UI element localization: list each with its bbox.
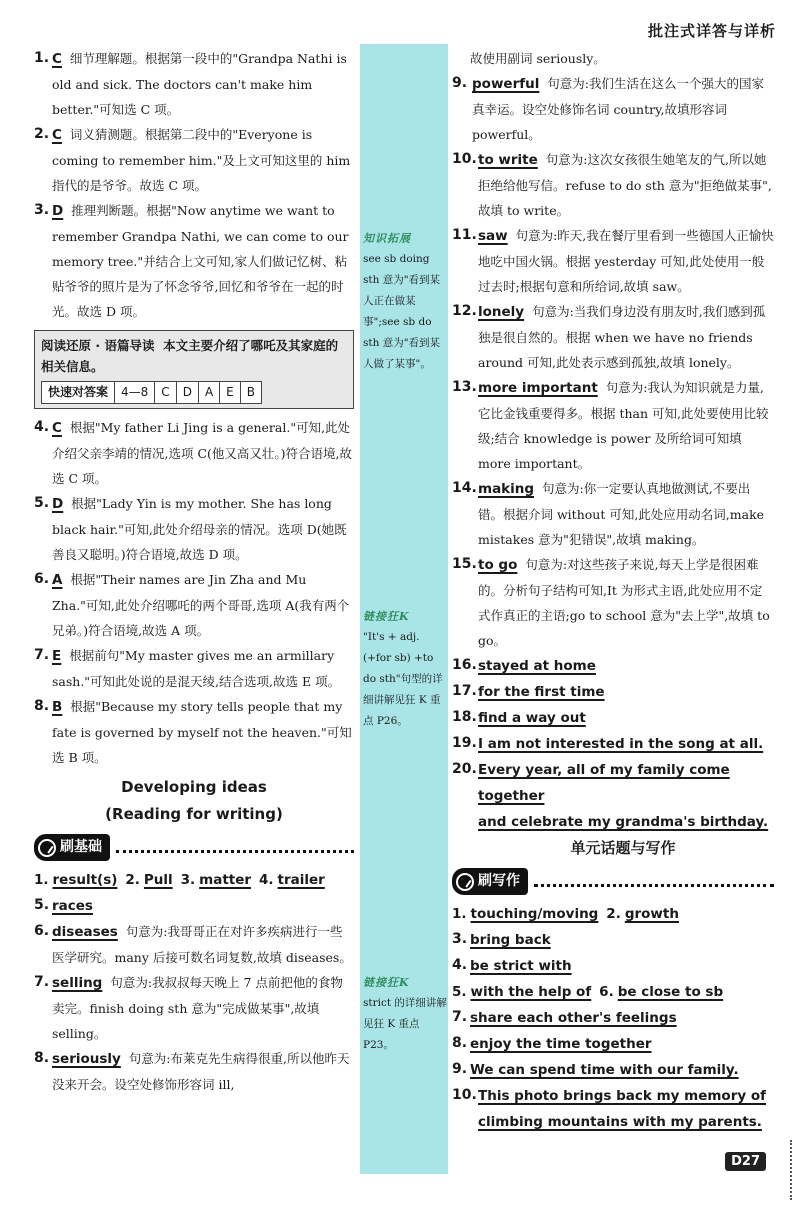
page-header: 批注式详答与详析 <box>647 22 776 40</box>
item-number: 2. <box>125 872 140 888</box>
answer: be close to sb <box>617 984 724 1000</box>
table-answer: D <box>176 382 198 404</box>
practice-tag <box>34 834 354 861</box>
item-number: 6. <box>599 984 614 1000</box>
answer-row <box>452 901 774 927</box>
box-description: 本文主要介绍了哪吒及其家庭的相关信息。 <box>41 338 339 374</box>
answer-item <box>452 953 774 979</box>
item-number: 5. <box>34 897 50 913</box>
item-number: 3. <box>452 931 468 947</box>
item-number: 7. <box>34 974 50 990</box>
explanation: 词义猜测题。根据第二段中的"Everyone is coming to remember him."及上文可知这里的 him 指代的是爷爷。故选 C 项。 <box>52 127 351 193</box>
answer: selling <box>52 975 103 991</box>
answer: touching/moving <box>470 906 599 922</box>
answer-item <box>452 653 774 679</box>
answer: matter <box>199 872 252 888</box>
answer: find a way out <box>478 710 586 726</box>
explanation: 句意为:布莱克先生病得很重,所以他昨天没来开会。设空处修饰形容词 ill, <box>52 1051 350 1092</box>
annotation-text: "It's + adj. (+for sb) +to do sth"句型的详细讲解见狂 K 重点 P26。 <box>363 631 443 727</box>
section-title: Developing ideas <box>121 778 267 796</box>
answer-item <box>34 198 354 324</box>
answer: races <box>52 898 93 914</box>
annotation-link-2 <box>363 972 449 1056</box>
answer: result(s) <box>52 872 118 888</box>
explanation: 根据"Because my story tells people that my fate is governed by myself not the heaven."可知选 B 项。 <box>52 699 352 765</box>
answer: making <box>478 481 535 497</box>
explanation: 根据前句"My master gives me an armillary sash."可知此处说的是混天绫,结合选项,故选 E 项。 <box>52 648 341 689</box>
explanation: 句意为:我叔叔每天晚上 7 点前把他的食物卖完。finish doing sth 意为"完成做某事",故填 selling。 <box>52 975 343 1041</box>
answer: This photo brings back my memory of <box>478 1088 767 1104</box>
answer: with the help of <box>470 984 592 1000</box>
annotation-tag: 链接狂K <box>363 610 410 623</box>
item-number: 6. <box>34 571 50 587</box>
answer-item <box>452 731 774 757</box>
page-number: D27 <box>725 1152 766 1171</box>
answer-row <box>34 867 354 893</box>
explanation: 句意为:你一定要认真地做测试,不要出错。根据介词 without 可知,此处应用动名词,make mistakes 意为"犯错误",故填 making。 <box>478 481 765 547</box>
explanation: 句意为:我哥哥正在对许多疾病进行一些医学研究。many 后接可数名词复数,故填 diseases。 <box>52 924 352 965</box>
answer-item <box>452 1083 774 1135</box>
answer-item <box>34 694 354 770</box>
explanation: 细节理解题。根据第一段中的"Grandpa Nathi is old and sick. The doctors can't make him better."可知选 C 项。 <box>52 51 347 117</box>
answer-item <box>34 643 354 694</box>
answer: A <box>52 572 63 588</box>
answer-item <box>34 122 354 198</box>
answer-item <box>34 970 354 1046</box>
item-number: 11. <box>452 227 477 243</box>
tag-badge <box>34 834 110 861</box>
answer-item <box>34 46 354 122</box>
answer: seriously <box>52 1051 121 1067</box>
answer: growth <box>624 906 679 922</box>
annotation-text: strict 的详细讲解见狂 K 重点 P23。 <box>363 997 447 1051</box>
answer: saw <box>478 228 508 244</box>
answer: to go <box>478 557 518 573</box>
explanation: 推理判断题。根据"Now anytime we want to remember Grandpa Nathi, we can come to our memory tree."并结合上文可知,家人们做记忆树、粘贴爷爷的照片是为了怀念爷爷,回忆和爷爷在一起的时光。故选 D 项。 <box>52 203 349 319</box>
answer: Every year, all of my family come together <box>478 762 730 804</box>
answer-item <box>34 567 354 643</box>
answer: be strict with <box>470 958 572 974</box>
item-number: 12. <box>452 303 477 319</box>
table-label: 快速对答案 <box>42 382 115 404</box>
explanation: 根据"My father Li Jing is a general."可知,此处介绍父亲李靖的情况,选项 C(他又高又壮。)符合语境,故选 C 项。 <box>52 420 352 486</box>
dotted-divider <box>116 843 354 853</box>
answer-item <box>452 147 774 223</box>
item-number: 8. <box>34 698 50 714</box>
annotation-link-1 <box>363 606 449 732</box>
table-answer: C <box>155 382 176 404</box>
item-number: 3. <box>180 872 196 888</box>
answer: B <box>52 699 63 715</box>
answer: We can spend time with our family. <box>470 1062 739 1078</box>
explanation: 句意为:对这些孩子来说,每天上学是很困难的。分析句子结构可知,It 为形式主语,此处应用不定式作真正的主语;go to school 意为"去上学",故填 to go。 <box>478 557 770 648</box>
item-number: 15. <box>452 556 477 572</box>
answer-item <box>452 1057 774 1083</box>
quick-answer-table <box>41 381 262 404</box>
item-number: 16. <box>452 657 477 673</box>
answer-item <box>452 299 774 375</box>
item-number: 9. <box>452 1061 468 1077</box>
answer: more important <box>478 380 598 396</box>
answer: to write <box>478 152 538 168</box>
answer-item <box>452 927 774 953</box>
item-number: 10. <box>452 1087 477 1103</box>
table-answer: E <box>220 382 241 404</box>
item-number: 4. <box>259 872 274 888</box>
explanation: 句意为:我认为知识就是力量,它比金钱重要得多。根据 than 可知,此处要使用比较级;结合 knowledge is power 及所给词可知填 more important。 <box>478 380 769 471</box>
answer: C <box>52 420 62 436</box>
answer: bring back <box>470 932 551 948</box>
dotted-divider <box>534 877 774 887</box>
answer: C <box>52 127 62 143</box>
tag-label: 刷写作 <box>478 873 520 889</box>
explanation: 根据"Lady Yin is my mother. She has long black hair."可知,此处介绍母亲的情况。选项 D(她既善良又聪明。)符合语境,故选 D 项。 <box>52 496 347 562</box>
section-subtitle: (Reading for writing) <box>105 805 283 823</box>
answer: diseases <box>52 924 118 940</box>
annotation-tag: 链接狂K <box>363 976 410 989</box>
annotation-tag: 知识拓展 <box>363 232 411 245</box>
explanation: 根据"Their names are Jin Zha and Mu Zha."可知,此处介绍哪吒的两个哥哥,选项 A(我有两个兄弟。)符合语境,故选 A 项。 <box>52 572 350 638</box>
item-number: 7. <box>34 647 50 663</box>
item-number: 5. <box>452 984 467 1000</box>
edge-dotted-line <box>790 1140 792 1200</box>
answer: stayed at home <box>478 658 596 674</box>
item-number: 2. <box>34 126 50 142</box>
table-range: 4—8 <box>115 382 155 404</box>
item-number: 1. <box>34 50 50 66</box>
left-column <box>34 46 354 1097</box>
answer-item <box>34 1046 354 1097</box>
answer-item <box>34 415 354 491</box>
answer-item <box>452 679 774 705</box>
answer-item <box>452 705 774 731</box>
answer-item <box>452 552 774 653</box>
explanation: 句意为:昨天,我在餐厅里看到一些德国人正愉快地吃中国火锅。根据 yesterday 可知,此处使用一般过去时;根据句意和所给词,故填 saw。 <box>478 228 774 294</box>
pen-icon <box>456 873 474 891</box>
pen-icon <box>38 839 56 857</box>
answer: C <box>52 51 62 67</box>
answer: trailer <box>277 872 325 888</box>
answer: D <box>52 203 64 219</box>
box-title: 阅读还原 · 语篇导读 <box>41 338 155 353</box>
answer-item <box>34 919 354 970</box>
answer-item <box>452 476 774 552</box>
right-column <box>452 46 774 1135</box>
explanation: 句意为:这次女孩很生她笔友的气,所以她拒绝给他写信。refuse to do sth 意为"拒绝做某事",故填 to write。 <box>478 152 772 218</box>
table-answer: A <box>198 382 219 404</box>
item-number: 17. <box>452 683 477 699</box>
answer: E <box>52 648 62 664</box>
answer-row <box>452 979 774 1005</box>
annotation-text: see sb doing sth 意为"看到某人正在做某事";see sb do sth 意为"看到某人做了某事"。 <box>363 253 441 370</box>
item-number: 19. <box>452 735 477 751</box>
tag-label: 刷基础 <box>60 839 102 855</box>
item-number: 20. <box>452 761 477 777</box>
item-number: 3. <box>34 202 50 218</box>
answer: lonely <box>478 304 525 320</box>
item-number: 18. <box>452 709 477 725</box>
answer-item <box>34 893 354 919</box>
answer: powerful <box>472 76 540 92</box>
reading-guide-box <box>34 330 354 409</box>
tag-badge <box>452 868 528 895</box>
item-number: 5. <box>34 495 50 511</box>
item-number: 9. <box>452 75 468 91</box>
answer-item <box>452 757 774 835</box>
answer: I am not interested in the song at all. <box>478 736 764 752</box>
table-answer: B <box>240 382 261 404</box>
answer: for the first time <box>478 684 605 700</box>
explanation: 句意为:当我们身边没有朋友时,我们感到孤独是很自然的。根据 when we have no friends around 可知,此处表示感到孤独,故填 lonely。 <box>478 304 766 370</box>
item-number: 1. <box>452 906 467 922</box>
section-title: 单元话题与写作 <box>570 839 676 857</box>
continued-text: 故使用副词 seriously。 <box>470 51 606 66</box>
item-number: 2. <box>606 906 621 922</box>
answer: climbing mountains with my parents. <box>478 1114 762 1130</box>
item-number: 6. <box>34 923 50 939</box>
answer-item <box>452 375 774 476</box>
item-number: 8. <box>452 1035 468 1051</box>
answer: Pull <box>143 872 173 888</box>
item-number: 13. <box>452 379 477 395</box>
item-number: 8. <box>34 1050 50 1066</box>
item-number: 1. <box>34 872 49 888</box>
annotation-knowledge <box>363 228 449 375</box>
item-number: 4. <box>34 419 50 435</box>
item-number: 4. <box>452 957 468 973</box>
answer: and celebrate my grandma's birthday. <box>478 814 769 830</box>
answer-item <box>452 1005 774 1031</box>
answer: enjoy the time together <box>470 1036 652 1052</box>
item-number: 7. <box>452 1009 468 1025</box>
item-number: 14. <box>452 480 477 496</box>
explanation: 句意为:我们生活在这么一个强大的国家真幸运。设空处修饰名词 country,故填形容词 powerful。 <box>472 76 765 142</box>
answer: D <box>52 496 64 512</box>
answer-item <box>452 1031 774 1057</box>
practice-tag <box>452 868 774 895</box>
item-number: 10. <box>452 151 477 167</box>
answer-item <box>34 491 354 567</box>
answer: share each other's feelings <box>470 1010 677 1026</box>
answer-item <box>452 223 774 299</box>
answer-item <box>452 71 774 147</box>
